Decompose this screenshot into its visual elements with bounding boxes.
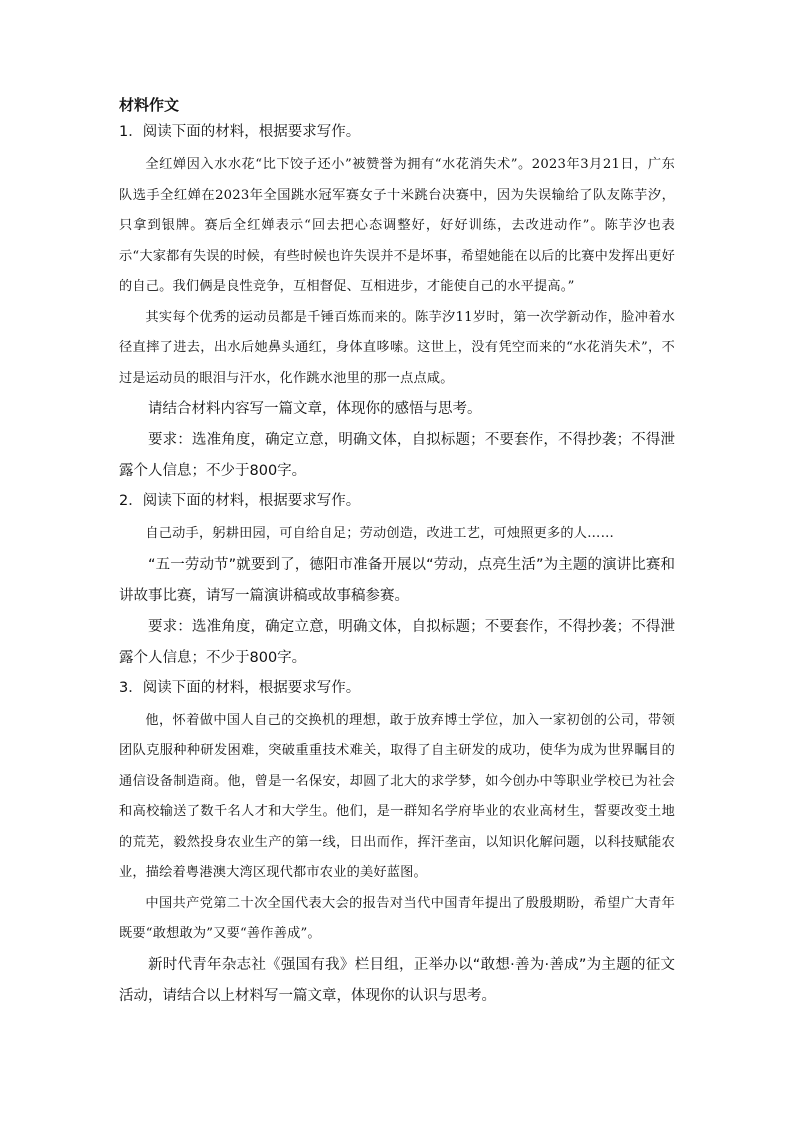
question-1 <box>119 120 675 487</box>
requirements-paragraph: 要求：选准角度，确定立意，明确文体，自拟标题；不要套作，不得抄袭；不得泄露个人信息；不少于800字。 <box>119 432 675 479</box>
question-heading: 2．阅读下面的材料，根据要求写作。 <box>119 493 361 509</box>
section-title: 材料作文 <box>119 96 180 114</box>
material-paragraph: 自己动手，躬耕田园，可自给自足；劳动创造，改进工艺，可烛照更多的人…… <box>145 526 614 541</box>
material-paragraph: 中国共产党第二十次全国代表大会的报告对当代中国青年提出了殷殷期盼，希望广大青年既要“敢想敢为”又要“善作善成”。 <box>119 895 675 941</box>
material-paragraph: 全红婵因入水水花“比下饺子还小”被赞誉为拥有“水花消失术”。2023年3月21日，广东队选手全红婵在2023年全国跳水冠军赛女子十米跳台决赛中，因为失误输给了队友陈芋汐，只拿到银牌。赛后全红婵表示“回去把心态调整好，好好训练，去改进动作”。陈芋汐也表示“大家都有失误的时候，有些时候也许失误并不是坏事，希望她能在以后的比赛中发挥出更好的自己。我们俩是良性竞争，互相督促、互相进步，才能使自己的水平提高。” <box>119 157 675 294</box>
question-3 <box>119 676 675 1012</box>
material-paragraph: 其实每个优秀的运动员都是千锤百炼而来的。陈芋汐11岁时，第一次学新动作，脸冲着水径直摔了进去，出水后她鼻头通红，身体直哆嗦。这世上，没有凭空而来的“水花消失术”，不过是运动员的眼泪与汗水，化作跳水池里的那一点点咸。 <box>119 309 675 386</box>
task-paragraph: “五一劳动节”就要到了，德阳市准备开展以“劳动，点亮生活”为主题的演讲比赛和讲故事比赛，请写一篇演讲稿或故事稿参赛。 <box>119 556 675 604</box>
requirements-paragraph: 要求：选准角度，确定立意，明确文体，自拟标题；不要套作，不得抄袭；不得泄露个人信息；不少于800字。 <box>119 618 675 666</box>
material-paragraph: 他，怀着做中国人自己的交换机的理想，敢于放弃博士学位，加入一家初创的公司，带领团队克服种种研发困难，突破重重技术难关，取得了自主研发的成功，使华为成为世界瞩目的通信设备制造商。他，曾是一名保安，却圆了北大的求学梦，如今创办中等职业学校已为社会和高校输送了数千名人才和大学生。他们，是一群知名学府毕业的农业高材生，誓要改变土地的荒芜，毅然投身农业生产的第一线，日出而作，挥汗垄亩，以知识化解问题，以科技赋能农业，描绘着粤港澳大湾区现代都市农业的美好蓝图。 <box>119 712 675 880</box>
question-2 <box>119 489 675 674</box>
task-paragraph: 请结合材料内容写一篇文章，体现你的感悟与思考。 <box>148 401 482 417</box>
document-content <box>119 94 675 1012</box>
question-heading: 1．阅读下面的材料，根据要求写作。 <box>119 124 361 140</box>
question-heading: 3．阅读下面的材料，根据要求写作。 <box>119 679 361 696</box>
task-paragraph: 新时代青年杂志社《强国有我》栏目组，正举办以“敢想·善为·善成”为主题的征文活动，请结合以上材料写一篇文章，体现你的认识与思考。 <box>119 956 675 1004</box>
